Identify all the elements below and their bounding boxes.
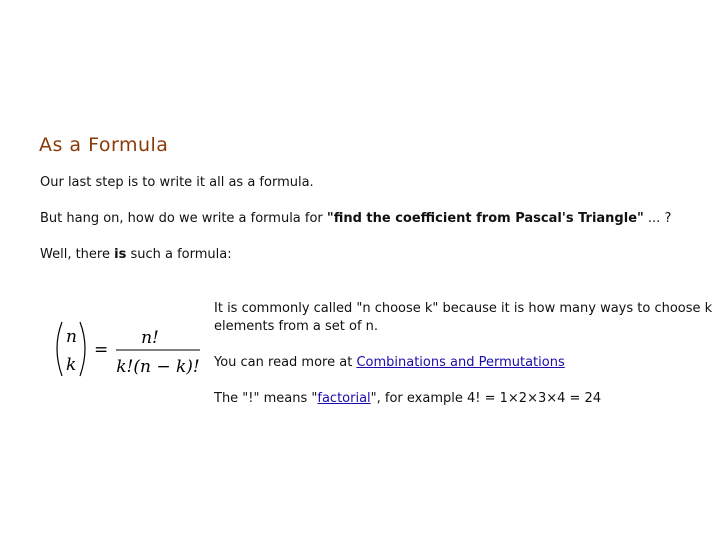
answer-bold-text: is	[114, 247, 127, 262]
fraction-numerator: n!	[141, 328, 159, 348]
answer-text-end: such a formula:	[126, 247, 232, 262]
read-more-text: You can read more at	[214, 355, 357, 370]
read-more-line	[214, 355, 565, 370]
answer-text-start: Well, there	[40, 247, 115, 262]
right-paren	[80, 322, 85, 376]
intro-paragraph	[40, 175, 314, 190]
binomial-bottom: k	[66, 355, 77, 375]
binomial-top: n	[66, 327, 77, 347]
intro-text: Our last step is to write it all as a formula.	[40, 175, 314, 190]
factorial-line	[214, 391, 601, 406]
left-paren	[57, 322, 62, 376]
answer-paragraph	[40, 247, 232, 262]
question-text-start: But hang on, how do we write a formula for	[40, 211, 327, 226]
fraction-denominator: k!(n − k)!	[116, 357, 200, 377]
equals-sign: =	[94, 340, 109, 360]
factorial-link[interactable]: factorial	[317, 391, 371, 406]
question-text-end: ... ?	[643, 211, 672, 226]
question-bold-text: "find the coefficient from Pascal's Triangle"	[326, 211, 644, 226]
binomial-formula	[50, 318, 210, 382]
section-heading: As a Formula	[39, 134, 169, 156]
binomial-formula-svg	[50, 318, 210, 382]
factorial-text-end: ", for example 4! = 1×2×3×4 = 24	[370, 391, 602, 406]
choose-explanation: It is commonly called "n choose k" because it is how many ways to choose k elements from a set of n.	[214, 301, 713, 334]
factorial-text-start: The "!" means "	[214, 391, 318, 406]
combinations-link[interactable]: Combinations and Permutations	[356, 355, 565, 370]
question-paragraph	[40, 211, 671, 226]
